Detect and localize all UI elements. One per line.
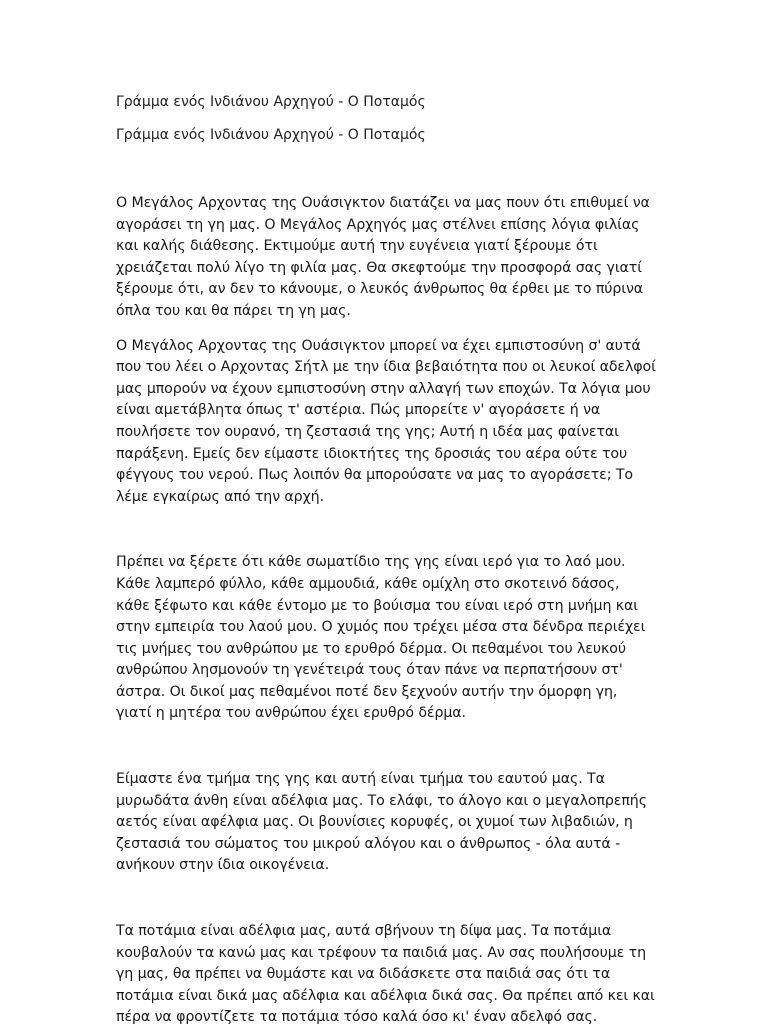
document-page	[116, 92, 656, 1029]
document-title: Γράμμα ενός Ινδιάνου Αρχηγού - Ο Ποταμός	[116, 94, 426, 110]
paragraph-3: Πρέπει να ξέρετε ότι κάθε σωματίδιο της γης είναι ιερό για το λαό μου. Κάθε λαμπερό φύλλο, κάθε αμμουδιά, κάθε ομίχλη στο σκοτεινό δάσος, κάθε ξέφωτο και κάθε έντομο με το βούισμα του είναι ιερό στη μνήμη και στην εμπειρία του λαού μου. Ο χυμός που τρέχει μέσα στα δένδρα περιέχει τις μνήμες του ανθρώπου με το ερυθρό δέρμα. Οι πεθαμένοι του λευκού ανθρώπου λησμονούν τη γενέτειρά τους όταν πάνε να περπατήσουν στ' άστρα. Οι δικοί μας πεθαμένοι ποτέ δεν ξεχνούν αυτήν την όμορφη γη, γιατί η μητέρα του ανθρώπου έχει ερυθρό δέρμα.	[116, 554, 646, 722]
paragraph-2: Ο Μεγάλος Αρχοντας της Ουάσιγκτον μπορεί να έχει εμπιστοσύνη σ' αυτά που του λέει ο Αρχοντας Σήτλ με την ίδια βεβαιότητα που οι λευκοί αδελφοί μας μπορούν να έχουν εμπιστοσύνη στην αλλαγή των εποχών. Τα λόγια μου είναι αμετάβλητα όπως τ' αστέρια. Πώς μπορείτε ν' αγοράσετε ή να πουλήσετε τον ουρανό, τη ζεστασιά της γης; Αυτή η ιδέα μας φαίνεται παράξενη. Εμείς δεν είμαστε ιδιοκτήτες της δροσιάς του αέρα ούτε του φέγγους του νερού. Πως λοιπόν θα μπορούσατε να μας το αγοράσετε; Το λέμε εγκαίρως από την αρχή.	[116, 337, 656, 505]
paragraph-4: Είμαστε ένα τμήμα της γης και αυτή είναι τμήμα του εαυτού μας. Τα μυρωδάτα άνθη είναι αδέλφια μας. Το ελάφι, το άλογο και ο μεγαλοπρεπής αετός είναι αφέλφια μας. Οι βουνίσιες κορυφές, οι χυμοί των λιβαδιών, η ζεστασιά του σώματος του μικρού αλόγου και ο άνθρωπος - όλα αυτά - ανήκουν στην ίδια οικογένεια.	[116, 771, 647, 874]
document-title-repeat: Γράμμα ενός Ινδιάνου Αρχηγού - Ο Ποταμός	[116, 127, 426, 143]
paragraph-1: Ο Μεγάλος Αρχοντας της Ουάσιγκτον διατάζει να μας πουν ότι επιθυμεί να αγοράσει τη γη μας. Ο Μεγάλος Αρχηγός μας στέλνει επίσης λόγια φιλίας και καλής διάθεσης. Εκτιμούμε αυτή την ευγένεια γιατί ξέρουμε ότι χρειάζεται πολύ λίγο τη φιλία μας. Θα σκεφτούμε την προσφορά σας γιατί ξέρουμε ότι, αν δεν το κάνουμε, ο λευκός άνθρωπος θα έρθει με το πύρινα όπλα του και θα πάρει τη γη μας.	[116, 195, 650, 319]
paragraph-5: Τα ποτάμια είναι αδέλφια μας, αυτά σβήνουν τη δίψα μας. Τα ποτάμια κουβαλούν τα κανώ μας και τρέφουν τα παιδιά μας. Αν σας πουλήσουμε τη γη μας, θα πρέπει να θυμάστε και να διδάσκετε στα παιδιά σας ότι τα ποτάμια είναι δικά μας αδέλφια και αδέλφια δικά σας. Θα πρέπει από κει και πέρα να φροντίζετε τα ποτάμια τόσο καλά όσο κι' έναν αδελφό σας.	[116, 923, 655, 1026]
